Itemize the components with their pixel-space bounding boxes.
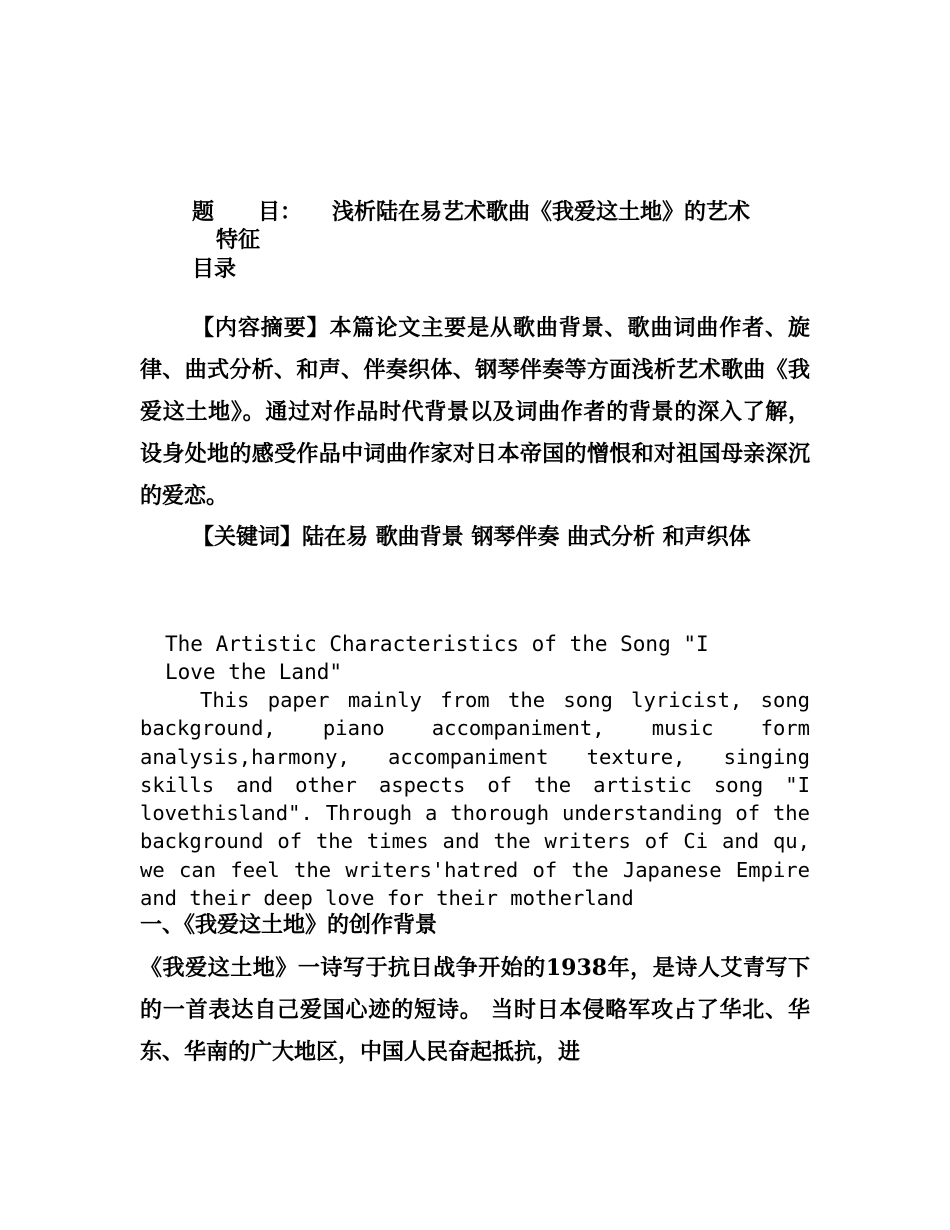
- title-label: 题 目：: [192, 199, 303, 225]
- english-abstract: This paper mainly from the song lyricist, song background, piano accompaniment, music form analysis,harmony, accompaniment texture, singing skills and other aspects of the artistic song "I lovethisland". Through a thorough understanding of the background of the times and the writers of Ci and qu, we can feel the writers'hatred of the Japanese Empire and their deep love for their motherland: [140, 688, 810, 911]
- abstract-cn: 【内容摘要】本篇论文主要是从歌曲背景、歌曲词曲作者、旋律、曲式分析、和声、伴奏织体、钢琴伴奏等方面浅析艺术歌曲《我爱这土地》。通过对作品时代背景以及词曲作者的背景的深入了解，设身处地的感受作品中词曲作家对日本帝国的憎恨和对祖国母亲深沉的爱恋。: [140, 315, 810, 509]
- title-text-line2: 特征: [216, 227, 261, 253]
- english-title: The Artistic Characteristics of the Song "I Love the Land": [165, 632, 709, 684]
- thesis-title-line: [192, 198, 812, 226]
- section-heading: 一、《我爱这土地》的创作背景: [140, 912, 438, 938]
- section-body: 《我爱这土地》一诗写于抗日战争开始的1938年，是诗人艾青写下的一首表达自己爱国心迹的短诗。 当时日本侵略军攻占了华北、华东、华南的广大地区，中国人民奋起抵抗，进: [140, 955, 810, 1065]
- keywords-cn: 【关键词】陆在易 歌曲背景 钢琴伴奏 曲式分析 和声织体: [192, 524, 751, 550]
- title-text-line1: 浅析陆在易艺术歌曲《我爱这土地》的艺术: [332, 199, 751, 225]
- toc-label: 目录: [192, 256, 237, 282]
